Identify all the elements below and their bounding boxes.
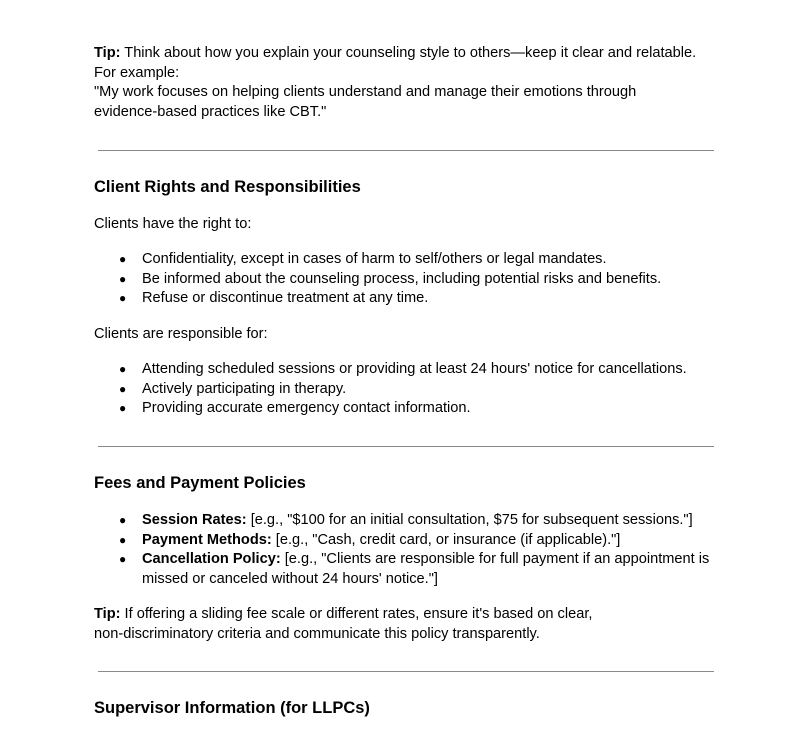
bullet-icon: ● [119, 271, 127, 286]
bullet-icon: ● [119, 552, 127, 567]
list-item: ● Be informed about the counseling process, including potential risks and benefits. [94, 270, 724, 290]
responsibilities-intro: Clients are responsible for: [94, 326, 268, 342]
responsibilities-list [94, 360, 724, 419]
bullet-icon: ● [119, 513, 127, 527]
example-quote-line-1: "My work focuses on helping clients understand and manage their emotions through [94, 84, 637, 100]
rights-list [94, 250, 724, 309]
list-item: ● Refuse or discontinue treatment at any time. [94, 289, 724, 309]
bullet-icon: ● [119, 381, 127, 396]
rights-intro: Clients have the right to: [94, 216, 252, 232]
list-item: ● Actively participating in therapy. [94, 380, 724, 400]
example-quote-line-2: evidence-based practices like CBT." [94, 103, 327, 120]
list-item: ● Session Rates: [e.g., "$100 for an initial consultation, $75 for subsequent sessions."] [94, 511, 724, 531]
bullet-icon: ● [119, 362, 127, 376]
example-intro: For example: [94, 64, 180, 81]
tip-line [94, 44, 724, 64]
list-item: ● Confidentiality, except in cases of harm to self/others or legal mandates. [94, 250, 724, 270]
list-item: ● Payment Methods: [e.g., "Cash, credit card, or insurance (if applicable)."] [94, 531, 724, 551]
bullet-icon: ● [119, 532, 127, 547]
tip-paragraph-style [94, 44, 724, 122]
tip-text: Think about how you explain your counseling style to others—keep it clear and relatable. [120, 45, 697, 61]
tip-label: Tip: [94, 45, 121, 61]
section-divider [98, 446, 714, 447]
bullet-icon: ● [119, 252, 127, 266]
list-item: ● Attending scheduled sessions or providing at least 24 hours' notice for cancellations. [94, 360, 724, 380]
bullet-icon: ● [119, 401, 127, 416]
bullet-icon: ● [119, 291, 127, 306]
list-item: ● Providing accurate emergency contact information. [94, 399, 724, 419]
heading-supervisor: Supervisor Information (for LLPCs) [94, 699, 370, 717]
tip-label: Tip: [94, 606, 121, 622]
heading-fees: Fees and Payment Policies [94, 474, 306, 492]
fees-tip: Tip: If offering a sliding fee scale or different rates, ensure it's based on clear, non-discriminatory criteria and communicate this policy transparently. [94, 606, 593, 642]
section-divider [98, 671, 714, 672]
fees-list [94, 511, 724, 589]
heading-client-rights: Client Rights and Responsibilities [94, 178, 361, 196]
section-divider [98, 150, 714, 151]
list-item: ● Cancellation Policy: [e.g., "Clients are responsible for full payment if an appointment is missed or canceled without 24 hours' notice."] [119, 551, 710, 587]
